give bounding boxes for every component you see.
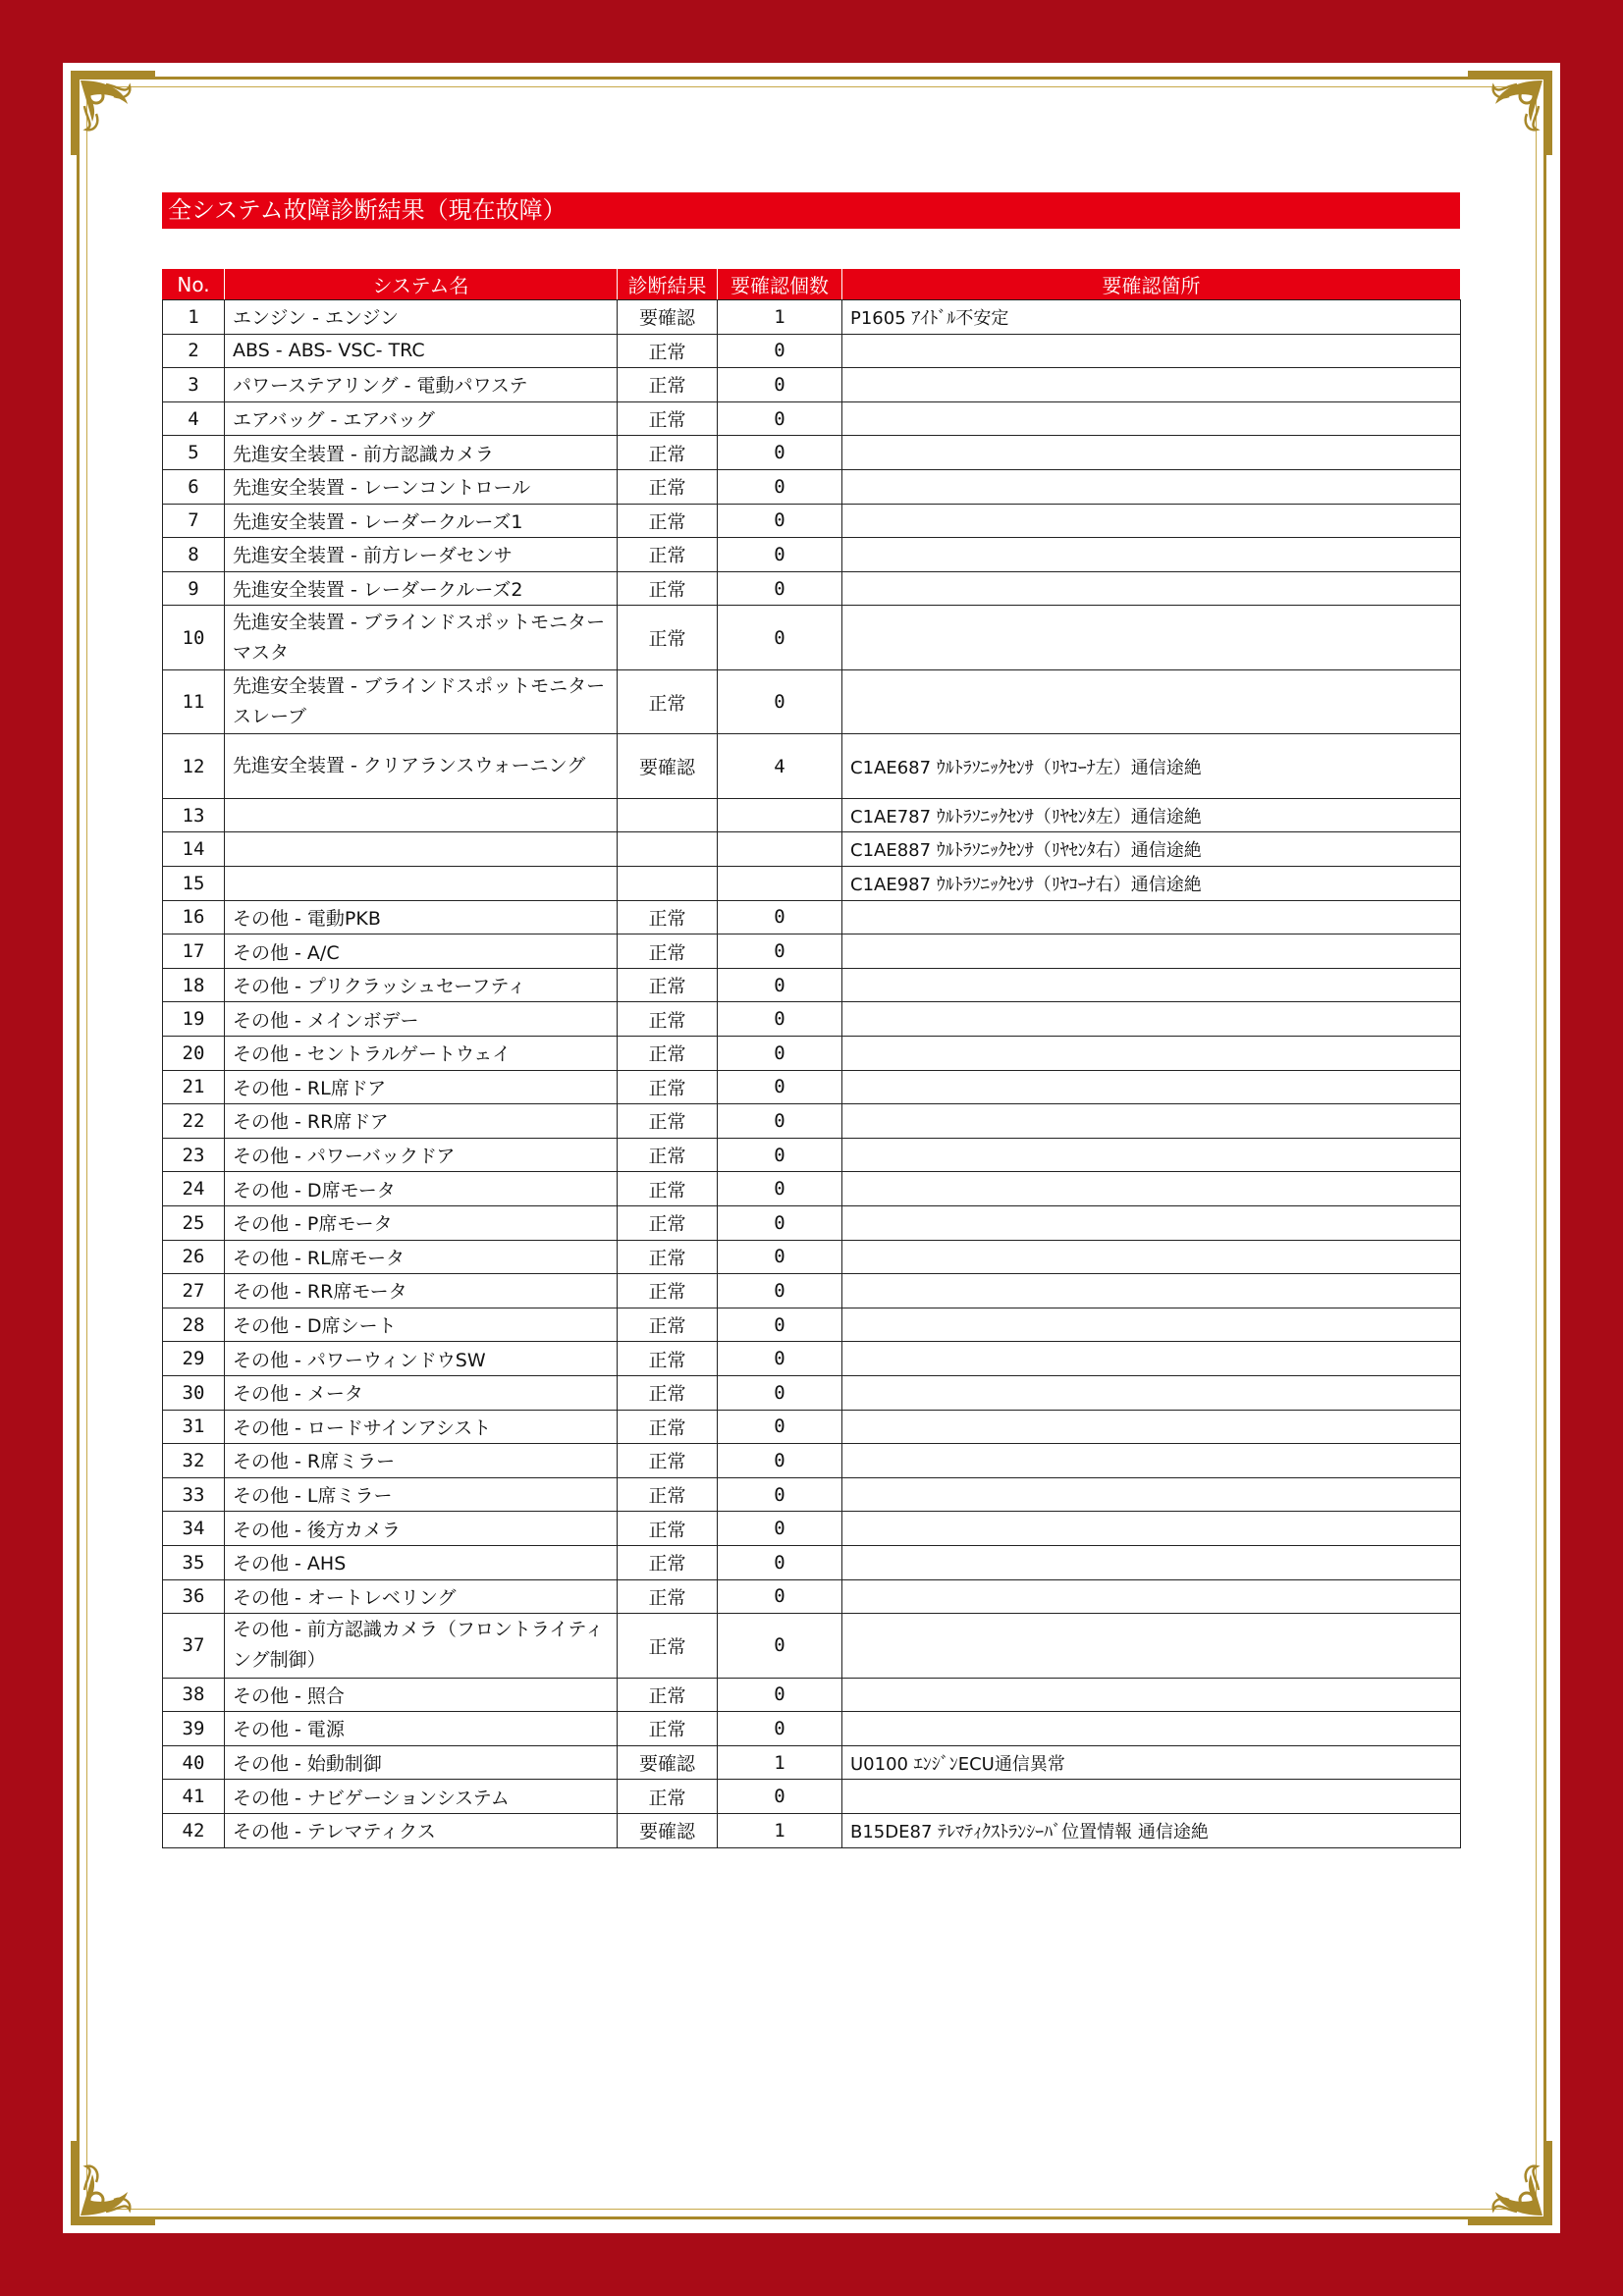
result-cell: 要確認: [618, 300, 718, 335]
row-number-cell: 39: [163, 1712, 225, 1746]
count-cell: [718, 867, 842, 901]
detail-cell: [842, 401, 1461, 436]
count-cell: 0: [718, 900, 842, 934]
result-cell: 正常: [618, 1037, 718, 1071]
system-name-cell: その他 - RL席ドア: [225, 1070, 618, 1104]
row-number-cell: 9: [163, 571, 225, 606]
table-row: [163, 401, 1461, 436]
detail-cell: [842, 1678, 1461, 1712]
table-row: [163, 436, 1461, 470]
count-cell: 0: [718, 1614, 842, 1679]
count-cell: 0: [718, 436, 842, 470]
count-cell: 0: [718, 469, 842, 504]
system-name-cell: その他 - 後方カメラ: [225, 1512, 618, 1546]
count-cell: 0: [718, 368, 842, 402]
row-number-cell: 26: [163, 1240, 225, 1274]
row-number-cell: 27: [163, 1274, 225, 1308]
count-cell: 0: [718, 1274, 842, 1308]
row-number-cell: 31: [163, 1410, 225, 1444]
result-cell: 正常: [618, 334, 718, 368]
system-name-cell: 先進安全装置 - クリアランスウォーニング: [225, 734, 618, 799]
count-cell: 0: [718, 1037, 842, 1071]
count-cell: 0: [718, 1712, 842, 1746]
count-cell: 0: [718, 538, 842, 572]
count-cell: 0: [718, 606, 842, 670]
table-row: [163, 1410, 1461, 1444]
system-name-cell: その他 - パワーバックドア: [225, 1138, 618, 1172]
detail-cell: P1605 ｱｲﾄﾞﾙ不安定: [842, 300, 1461, 335]
detail-cell: [842, 1205, 1461, 1240]
row-number-cell: 33: [163, 1477, 225, 1512]
count-cell: 0: [718, 968, 842, 1002]
table-row: [163, 1545, 1461, 1579]
result-cell: 要確認: [618, 1813, 718, 1847]
row-number-cell: 15: [163, 867, 225, 901]
system-name-cell: その他 - プリクラッシュセーフティ: [225, 968, 618, 1002]
system-name-cell: その他 - 電動PKB: [225, 900, 618, 934]
corner-ornament-icon: [1464, 67, 1556, 159]
system-name-cell: 先進安全装置 - ブラインドスポットモニター スレーブ: [225, 669, 618, 734]
count-cell: 0: [718, 1410, 842, 1444]
count-cell: 0: [718, 1512, 842, 1546]
system-name-cell: その他 - 前方認識カメラ（フロントライティング制御）: [225, 1614, 618, 1679]
table-row: [163, 368, 1461, 402]
table-row: [163, 1813, 1461, 1847]
row-number-cell: 12: [163, 734, 225, 799]
system-name-cell: その他 - L席ミラー: [225, 1477, 618, 1512]
detail-cell: [842, 968, 1461, 1002]
count-cell: 0: [718, 1545, 842, 1579]
row-number-cell: 19: [163, 1002, 225, 1037]
detail-cell: [842, 469, 1461, 504]
detail-cell: [842, 436, 1461, 470]
result-cell: 正常: [618, 900, 718, 934]
result-cell: 正常: [618, 1002, 718, 1037]
row-number-cell: 7: [163, 504, 225, 538]
detail-cell: U0100 ｴﾝｼﾞﾝECU通信異常: [842, 1745, 1461, 1780]
detail-cell: [842, 1545, 1461, 1579]
result-cell: 正常: [618, 1274, 718, 1308]
system-name-cell: その他 - メータ: [225, 1375, 618, 1410]
table-row: [163, 1614, 1461, 1679]
detail-cell: [842, 1274, 1461, 1308]
result-cell: 正常: [618, 669, 718, 734]
count-cell: [718, 832, 842, 867]
system-name-cell: その他 - D席モータ: [225, 1172, 618, 1206]
table-row: [163, 1745, 1461, 1780]
system-name-cell: その他 - メインボデー: [225, 1002, 618, 1037]
detail-cell: [842, 1138, 1461, 1172]
detail-cell: [842, 1375, 1461, 1410]
detail-cell: [842, 1444, 1461, 1478]
table-row: [163, 968, 1461, 1002]
system-name-cell: その他 - P席モータ: [225, 1205, 618, 1240]
table-row: [163, 538, 1461, 572]
table-row: [163, 1712, 1461, 1746]
detail-cell: [842, 1410, 1461, 1444]
result-cell: 正常: [618, 968, 718, 1002]
result-cell: 正常: [618, 1070, 718, 1104]
system-name-cell: その他 - パワーウィンドウSW: [225, 1342, 618, 1376]
count-cell: 0: [718, 334, 842, 368]
count-cell: 0: [718, 504, 842, 538]
result-cell: 正常: [618, 401, 718, 436]
system-name-cell: その他 - AHS: [225, 1545, 618, 1579]
result-cell: 正常: [618, 1104, 718, 1139]
detail-cell: [842, 1037, 1461, 1071]
detail-cell: C1AE987 ｳﾙﾄﾗｿﾆｯｸｾﾝｻ（ﾘﾔｺｰﾅ右）通信途絶: [842, 867, 1461, 901]
count-cell: 0: [718, 1240, 842, 1274]
table-row: [163, 300, 1461, 335]
table-row: [163, 1172, 1461, 1206]
header-system-name: システム名: [225, 269, 618, 300]
detail-cell: [842, 1512, 1461, 1546]
system-name-cell: その他 - 電源: [225, 1712, 618, 1746]
result-cell: 正常: [618, 368, 718, 402]
table-row: [163, 1444, 1461, 1478]
row-number-cell: 35: [163, 1545, 225, 1579]
table-row: [163, 1678, 1461, 1712]
result-cell: 正常: [618, 1205, 718, 1240]
detail-cell: [842, 334, 1461, 368]
detail-cell: [842, 900, 1461, 934]
table-row: [163, 832, 1461, 867]
table-row: [163, 867, 1461, 901]
corner-ornament-icon: [67, 67, 159, 159]
result-cell: 要確認: [618, 734, 718, 799]
table-row: [163, 606, 1461, 670]
row-number-cell: 11: [163, 669, 225, 734]
count-cell: 0: [718, 571, 842, 606]
count-cell: 0: [718, 401, 842, 436]
table-row: [163, 469, 1461, 504]
result-cell: [618, 798, 718, 832]
detail-cell: [842, 934, 1461, 969]
row-number-cell: 37: [163, 1614, 225, 1679]
row-number-cell: 40: [163, 1745, 225, 1780]
system-name-cell: その他 - 照合: [225, 1678, 618, 1712]
table-row: [163, 1002, 1461, 1037]
row-number-cell: 3: [163, 368, 225, 402]
result-cell: 正常: [618, 1477, 718, 1512]
system-name-cell: その他 - ナビゲーションシステム: [225, 1780, 618, 1814]
page-title: 全システム故障診断結果（現在故障）: [162, 192, 1460, 229]
result-cell: [618, 832, 718, 867]
row-number-cell: 8: [163, 538, 225, 572]
table-row: [163, 1240, 1461, 1274]
result-cell: 正常: [618, 1410, 718, 1444]
row-number-cell: 42: [163, 1813, 225, 1847]
row-number-cell: 1: [163, 300, 225, 335]
table-row: [163, 934, 1461, 969]
system-name-cell: その他 - RR席モータ: [225, 1274, 618, 1308]
detail-cell: C1AE787 ｳﾙﾄﾗｿﾆｯｸｾﾝｻ（ﾘﾔｾﾝﾀ左）通信途絶: [842, 798, 1461, 832]
table-row: [163, 900, 1461, 934]
detail-cell: [842, 571, 1461, 606]
table-row: [163, 1375, 1461, 1410]
count-cell: 1: [718, 1745, 842, 1780]
row-number-cell: 6: [163, 469, 225, 504]
result-cell: 正常: [618, 1375, 718, 1410]
table-row: [163, 1037, 1461, 1071]
system-name-cell: その他 - RL席モータ: [225, 1240, 618, 1274]
count-cell: 0: [718, 1308, 842, 1342]
row-number-cell: 16: [163, 900, 225, 934]
detail-cell: [842, 1614, 1461, 1679]
system-name-cell: その他 - セントラルゲートウェイ: [225, 1037, 618, 1071]
system-name-cell: その他 - R席ミラー: [225, 1444, 618, 1478]
row-number-cell: 30: [163, 1375, 225, 1410]
row-number-cell: 17: [163, 934, 225, 969]
result-cell: 正常: [618, 1342, 718, 1376]
table-row: [163, 1308, 1461, 1342]
count-cell: 1: [718, 1813, 842, 1847]
count-cell: 0: [718, 1104, 842, 1139]
detail-cell: C1AE887 ｳﾙﾄﾗｿﾆｯｸｾﾝｻ（ﾘﾔｾﾝﾀ右）通信途絶: [842, 832, 1461, 867]
table-row: [163, 1274, 1461, 1308]
table-row: [163, 1138, 1461, 1172]
count-cell: 0: [718, 1579, 842, 1614]
system-name-cell: その他 - オートレベリング: [225, 1579, 618, 1614]
count-cell: [718, 798, 842, 832]
row-number-cell: 14: [163, 832, 225, 867]
table-row: [163, 669, 1461, 734]
result-cell: 正常: [618, 1678, 718, 1712]
system-name-cell: 先進安全装置 - レーダークルーズ2: [225, 571, 618, 606]
result-cell: 正常: [618, 1308, 718, 1342]
count-cell: 0: [718, 1002, 842, 1037]
detail-cell: [842, 1712, 1461, 1746]
corner-ornament-icon: [1464, 2137, 1556, 2229]
count-cell: 0: [718, 1375, 842, 1410]
row-number-cell: 10: [163, 606, 225, 670]
system-name-cell: 先進安全装置 - 前方レーダセンサ: [225, 538, 618, 572]
detail-cell: [842, 1240, 1461, 1274]
result-cell: 正常: [618, 469, 718, 504]
result-cell: 正常: [618, 1712, 718, 1746]
count-cell: 0: [718, 1444, 842, 1478]
header-detail: 要確認箇所: [842, 269, 1461, 300]
result-cell: [618, 867, 718, 901]
detail-cell: [842, 1070, 1461, 1104]
row-number-cell: 22: [163, 1104, 225, 1139]
table-row: [163, 334, 1461, 368]
system-name-cell: 先進安全装置 - ブラインドスポットモニター マスタ: [225, 606, 618, 670]
detail-cell: [842, 504, 1461, 538]
system-name-cell: その他 - RR席ドア: [225, 1104, 618, 1139]
diagnosis-table: [162, 268, 1461, 1848]
system-name-cell: その他 - テレマティクス: [225, 1813, 618, 1847]
row-number-cell: 4: [163, 401, 225, 436]
table-row: [163, 798, 1461, 832]
detail-cell: [842, 1342, 1461, 1376]
detail-cell: [842, 1002, 1461, 1037]
row-number-cell: 13: [163, 798, 225, 832]
row-number-cell: 23: [163, 1138, 225, 1172]
row-number-cell: 25: [163, 1205, 225, 1240]
row-number-cell: 38: [163, 1678, 225, 1712]
table-row: [163, 1205, 1461, 1240]
result-cell: 正常: [618, 504, 718, 538]
result-cell: 正常: [618, 1579, 718, 1614]
system-name-cell: ABS - ABS- VSC- TRC: [225, 334, 618, 368]
row-number-cell: 5: [163, 436, 225, 470]
row-number-cell: 2: [163, 334, 225, 368]
detail-cell: [842, 1477, 1461, 1512]
table-row: [163, 571, 1461, 606]
system-name-cell: [225, 832, 618, 867]
result-cell: 要確認: [618, 1745, 718, 1780]
system-name-cell: その他 - D席シート: [225, 1308, 618, 1342]
table-row: [163, 1070, 1461, 1104]
system-name-cell: 先進安全装置 - レーンコントロール: [225, 469, 618, 504]
table-row: [163, 1579, 1461, 1614]
count-cell: 0: [718, 1678, 842, 1712]
system-name-cell: パワーステアリング - 電動パワステ: [225, 368, 618, 402]
detail-cell: [842, 1172, 1461, 1206]
detail-cell: [842, 1780, 1461, 1814]
row-number-cell: 18: [163, 968, 225, 1002]
system-name-cell: 先進安全装置 - 前方認識カメラ: [225, 436, 618, 470]
row-number-cell: 29: [163, 1342, 225, 1376]
detail-cell: [842, 1579, 1461, 1614]
result-cell: 正常: [618, 1172, 718, 1206]
header-result: 診断結果: [618, 269, 718, 300]
row-number-cell: 32: [163, 1444, 225, 1478]
result-cell: 正常: [618, 436, 718, 470]
result-cell: 正常: [618, 1512, 718, 1546]
detail-cell: [842, 368, 1461, 402]
count-cell: 0: [718, 1138, 842, 1172]
count-cell: 1: [718, 300, 842, 335]
system-name-cell: [225, 798, 618, 832]
row-number-cell: 21: [163, 1070, 225, 1104]
system-name-cell: [225, 867, 618, 901]
row-number-cell: 28: [163, 1308, 225, 1342]
detail-cell: C1AE687 ｳﾙﾄﾗｿﾆｯｸｾﾝｻ（ﾘﾔｺｰﾅ左）通信途絶: [842, 734, 1461, 799]
header-no: No.: [163, 269, 225, 300]
corner-ornament-icon: [67, 2137, 159, 2229]
detail-cell: [842, 1104, 1461, 1139]
result-cell: 正常: [618, 1614, 718, 1679]
table-row: [163, 1512, 1461, 1546]
system-name-cell: 先進安全装置 - レーダークルーズ1: [225, 504, 618, 538]
table-header-row: [163, 269, 1461, 300]
row-number-cell: 20: [163, 1037, 225, 1071]
count-cell: 0: [718, 1172, 842, 1206]
count-cell: 0: [718, 934, 842, 969]
table-body: [163, 300, 1461, 1848]
header-count: 要確認個数: [718, 269, 842, 300]
result-cell: 正常: [618, 571, 718, 606]
count-cell: 0: [718, 1780, 842, 1814]
row-number-cell: 41: [163, 1780, 225, 1814]
result-cell: 正常: [618, 1780, 718, 1814]
detail-cell: [842, 1308, 1461, 1342]
result-cell: 正常: [618, 1444, 718, 1478]
result-cell: 正常: [618, 1545, 718, 1579]
system-name-cell: エアバッグ - エアバッグ: [225, 401, 618, 436]
table-row: [163, 1104, 1461, 1139]
result-cell: 正常: [618, 606, 718, 670]
detail-cell: [842, 669, 1461, 734]
result-cell: 正常: [618, 1138, 718, 1172]
table-row: [163, 1780, 1461, 1814]
system-name-cell: その他 - A/C: [225, 934, 618, 969]
table-row: [163, 1477, 1461, 1512]
detail-cell: [842, 606, 1461, 670]
detail-cell: B15DE87 ﾃﾚﾏﾃｨｸｽﾄﾗﾝｼｰﾊﾞ位置情報 通信途絶: [842, 1813, 1461, 1847]
count-cell: 0: [718, 1205, 842, 1240]
count-cell: 0: [718, 1342, 842, 1376]
result-cell: 正常: [618, 934, 718, 969]
row-number-cell: 36: [163, 1579, 225, 1614]
detail-cell: [842, 538, 1461, 572]
count-cell: 0: [718, 669, 842, 734]
system-name-cell: エンジン - エンジン: [225, 300, 618, 335]
row-number-cell: 34: [163, 1512, 225, 1546]
count-cell: 0: [718, 1070, 842, 1104]
count-cell: 4: [718, 734, 842, 799]
system-name-cell: その他 - ロードサインアシスト: [225, 1410, 618, 1444]
table-row: [163, 1342, 1461, 1376]
row-number-cell: 24: [163, 1172, 225, 1206]
count-cell: 0: [718, 1477, 842, 1512]
system-name-cell: その他 - 始動制御: [225, 1745, 618, 1780]
table-row: [163, 734, 1461, 799]
result-cell: 正常: [618, 1240, 718, 1274]
result-cell: 正常: [618, 538, 718, 572]
table-row: [163, 504, 1461, 538]
